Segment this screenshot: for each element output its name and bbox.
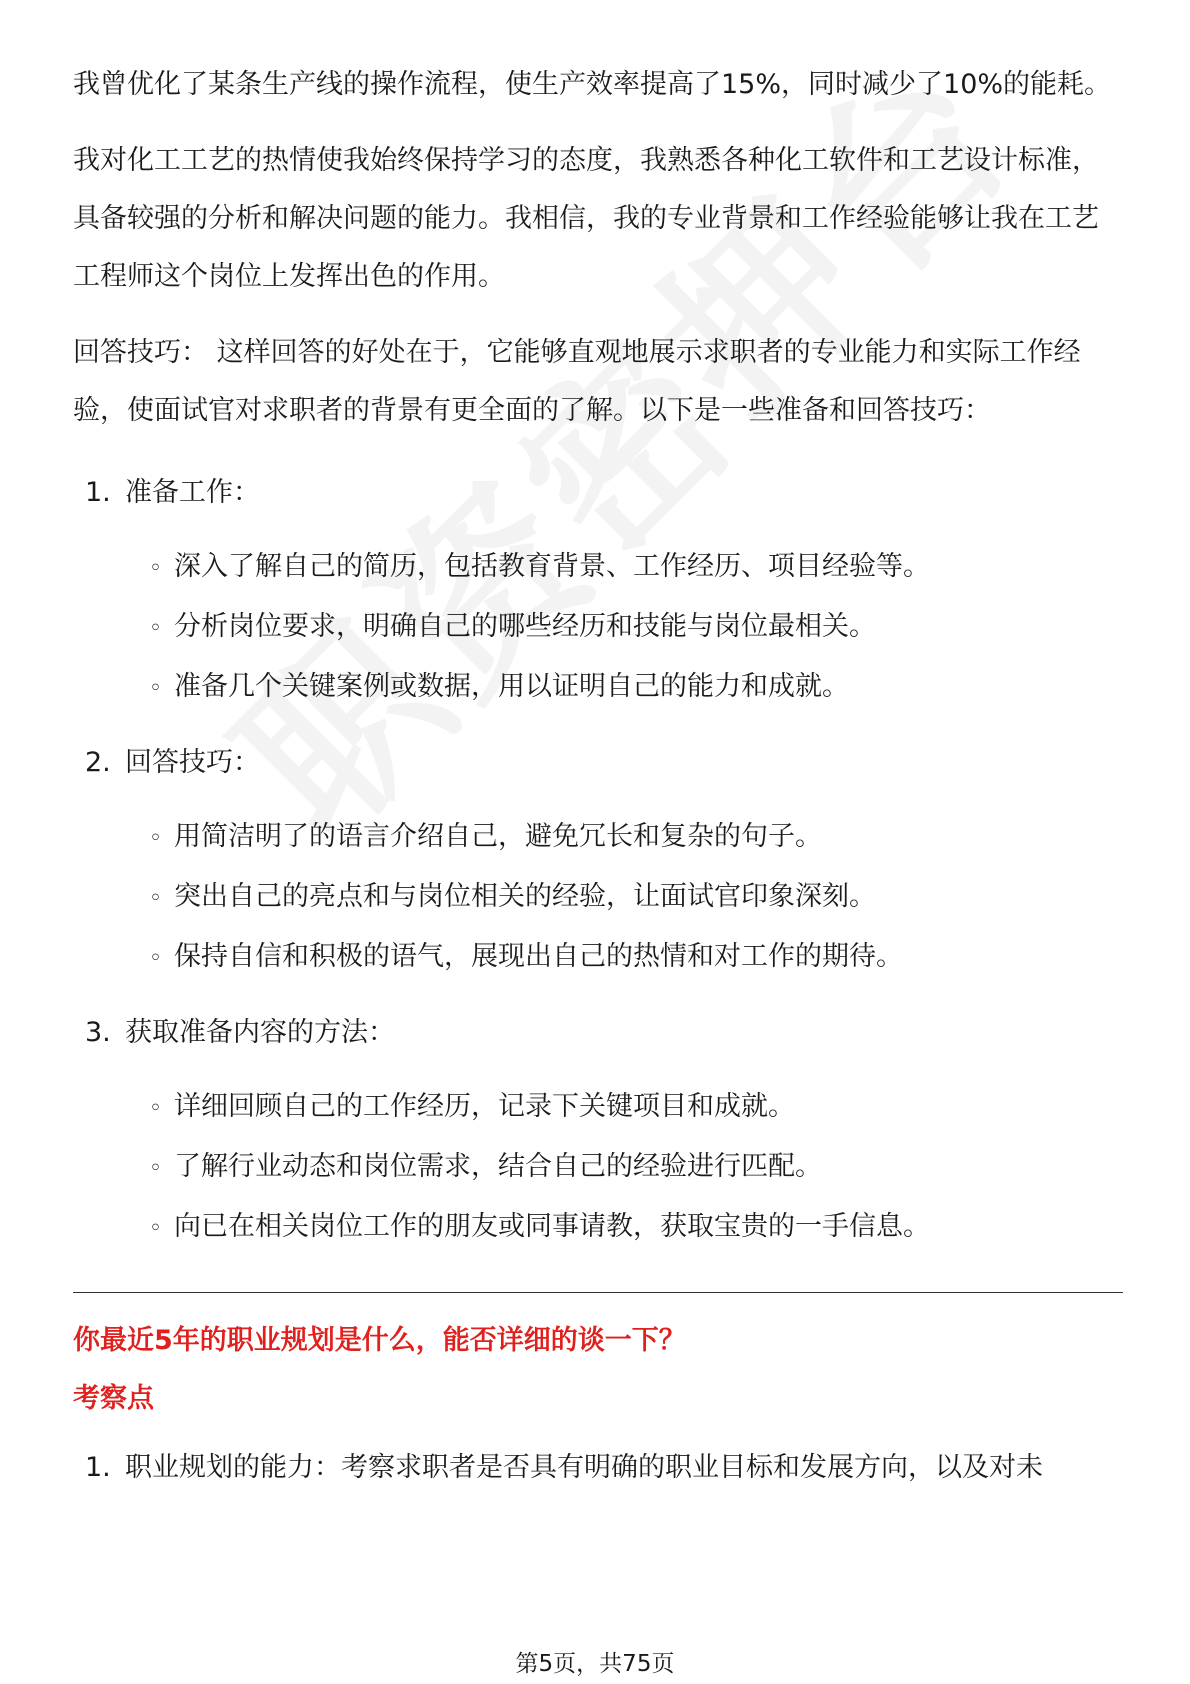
list-item-text: 详细回顾自己的工作经历，记录下关键项目和成就。 xyxy=(174,1091,795,1122)
section-title xyxy=(73,744,1123,782)
bullet-icon: ◦ xyxy=(149,1156,162,1181)
section-prepare xyxy=(73,474,1123,708)
list-item-text: 用简洁明了的语言介绍自己，避免冗长和复杂的句子。 xyxy=(174,821,822,852)
list-item-text: 了解行业动态和岗位需求，结合自己的经验进行匹配。 xyxy=(174,1151,822,1182)
list-item xyxy=(73,938,1123,978)
exam-point-heading: 考察点 xyxy=(73,1383,154,1414)
page-footer: 第5页，共75页 xyxy=(515,1651,675,1677)
section-title-text: 准备工作： xyxy=(125,477,260,508)
list-item xyxy=(73,548,1123,588)
section-methods xyxy=(73,1014,1123,1248)
bullet-icon: ◦ xyxy=(149,1096,162,1121)
question-heading: 你最近5年的职业规划是什么，能否详细的谈一下？ xyxy=(73,1325,686,1356)
bullet-icon: ◦ xyxy=(149,676,162,701)
list-item xyxy=(73,878,1123,918)
paragraph: 我曾优化了某条生产线的操作流程，使生产效率提高了15%，同时减少了10%的能耗。 xyxy=(73,69,1112,100)
list-item xyxy=(73,668,1123,708)
section-number: 1. xyxy=(85,477,111,508)
list-item-text: 准备几个关键案例或数据，用以证明自己的能力和成就。 xyxy=(174,671,849,702)
list-item xyxy=(73,1208,1123,1248)
section-number: 3. xyxy=(85,1017,111,1048)
bullet-icon: ◦ xyxy=(149,1216,162,1241)
section-number: 2. xyxy=(85,747,111,778)
paragraph: 我对化工工艺的热情使我始终保持学习的态度，我熟悉各种化工软件和工艺设计标准，具备较强的分析和解决问题的能力。我相信，我的专业背景和工作经验能够让我在工艺工程师这个岗位上发挥出色的作用。 xyxy=(73,145,1099,292)
list-item-text: 深入了解自己的简历，包括教育背景、工作经历、项目经验等。 xyxy=(174,551,930,582)
section-title xyxy=(73,474,1123,512)
bullet-icon: ◦ xyxy=(149,826,162,851)
divider xyxy=(73,1292,1123,1293)
exam-point-text: 职业规划的能力：考察求职者是否具有明确的职业目标和发展方向，以及对未 xyxy=(125,1452,1043,1483)
bullet-icon: ◦ xyxy=(149,556,162,581)
bullet-icon: ◦ xyxy=(149,946,162,971)
section-title-text: 获取准备内容的方法： xyxy=(125,1017,395,1048)
bullet-icon: ◦ xyxy=(149,886,162,911)
list-item-text: 向已在相关岗位工作的朋友或同事请教，获取宝贵的一手信息。 xyxy=(174,1211,930,1242)
section-answer-tips xyxy=(73,744,1123,978)
list-item-text: 分析岗位要求，明确自己的哪些经历和技能与岗位最相关。 xyxy=(174,611,876,642)
list-item xyxy=(73,818,1123,858)
section-title xyxy=(73,1014,1123,1052)
exam-point-number: 1. xyxy=(85,1452,111,1483)
list-item xyxy=(73,1148,1123,1188)
bullet-icon: ◦ xyxy=(149,616,162,641)
list-item xyxy=(73,1088,1123,1128)
list-item-text: 突出自己的亮点和与岗位相关的经验，让面试官印象深刻。 xyxy=(174,881,876,912)
exam-point-item xyxy=(73,1449,1123,1487)
section-title-text: 回答技巧： xyxy=(125,747,260,778)
list-item xyxy=(73,608,1123,648)
list-item-text: 保持自信和积极的语气，展现出自己的热情和对工作的期待。 xyxy=(174,941,903,972)
page-content xyxy=(73,56,1123,1523)
answer-tips-paragraph: 回答技巧： 这样回答的好处在于，它能够直观地展示求职者的专业能力和实际工作经验，使面试官对求职者的背景有更全面的了解。以下是一些准备和回答技巧： xyxy=(73,337,1081,426)
